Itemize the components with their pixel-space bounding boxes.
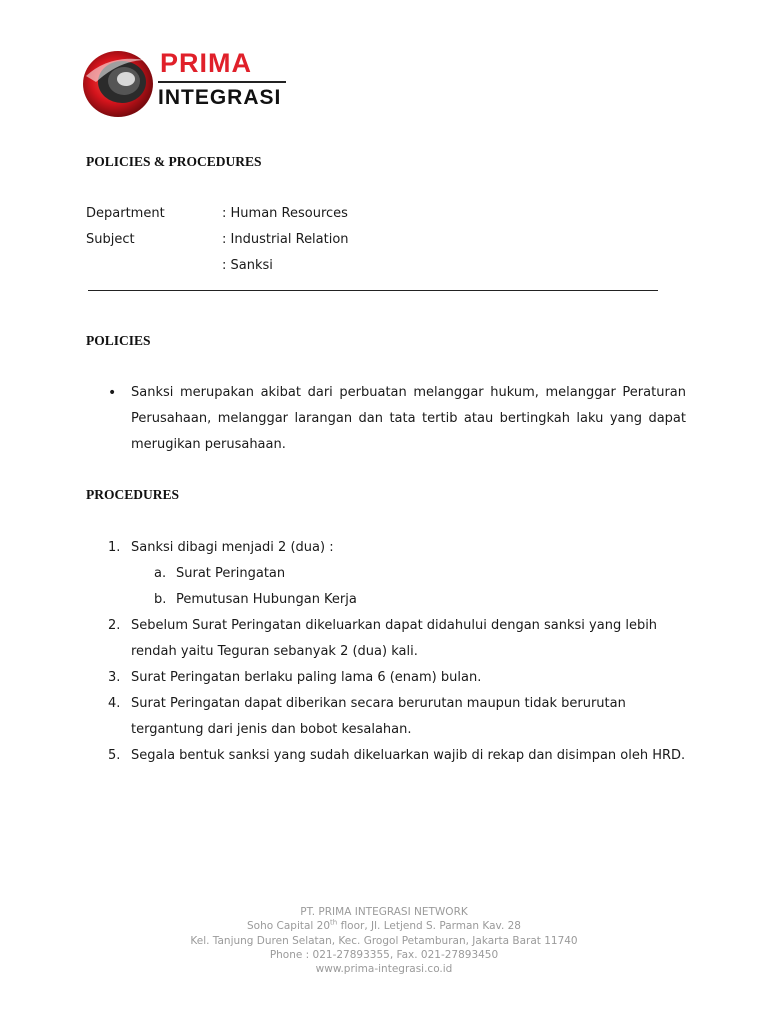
footer-company: PT. PRIMA INTEGRASI NETWORK bbox=[300, 906, 468, 918]
policy-item bbox=[108, 380, 686, 458]
logo-divider bbox=[158, 81, 286, 83]
sub-list-item bbox=[108, 587, 688, 613]
policy-text: Sanksi merupakan akibat dari perbuatan melanggar hukum, melanggar Peraturan Perusahaan, melanggar larangan dan tata tertib atau bertingkah laku yang dapat merugikan perusahaan. bbox=[131, 385, 686, 452]
list-item bbox=[108, 691, 688, 743]
footer-address-line2: Kel. Tanjung Duren Selatan, Kec. Grogol Petamburan, Jakarta Barat 11740 bbox=[190, 934, 578, 947]
list-text: Sebelum Surat Peringatan dikeluarkan dapat didahului dengan sanksi yang lebih rendah yaitu Teguran sebanyak 2 (dua) kali. bbox=[131, 618, 658, 659]
subject-value: : Industrial Relation bbox=[222, 232, 349, 247]
sub-list-text: Surat Peringatan bbox=[176, 566, 286, 581]
sub-list-item bbox=[108, 561, 688, 587]
policies-heading: POLICIES bbox=[86, 333, 151, 348]
header-divider bbox=[88, 290, 658, 291]
list-item bbox=[108, 535, 688, 561]
list-number: 3. bbox=[108, 670, 121, 685]
procedures-list bbox=[108, 535, 688, 769]
footer-website: www.prima-integrasi.co.id bbox=[315, 963, 453, 976]
bullet-icon: • bbox=[108, 385, 117, 401]
document-title: POLICIES & PROCEDURES bbox=[86, 154, 262, 169]
list-number: 1. bbox=[108, 540, 121, 555]
logo-text-prima: PRIMA bbox=[160, 48, 252, 78]
list-item bbox=[108, 613, 688, 665]
logo-text-integrasi: INTEGRASI bbox=[158, 86, 282, 109]
list-text: Sanksi dibagi menjadi 2 (dua) : bbox=[131, 540, 334, 555]
footer-address-part: floor, Jl. Letjend S. Parman Kav. 28 bbox=[337, 920, 521, 933]
department-value: : Human Resources bbox=[222, 206, 348, 221]
page-footer bbox=[0, 905, 768, 976]
company-logo bbox=[80, 44, 295, 120]
list-item bbox=[108, 665, 688, 691]
footer-phone: Phone : 021-27893355, Fax. 021-27893450 bbox=[269, 948, 499, 961]
footer-address-sup: th bbox=[330, 918, 338, 927]
procedures-heading: PROCEDURES bbox=[86, 487, 180, 502]
footer-address-part: Soho Capital 20 bbox=[247, 920, 331, 933]
list-number: 4. bbox=[108, 696, 121, 711]
subject-value-secondary: : Sanksi bbox=[222, 258, 273, 273]
logo-swoosh-icon bbox=[80, 46, 160, 120]
list-item bbox=[108, 743, 688, 769]
list-text: Surat Peringatan berlaku paling lama 6 (enam) bulan. bbox=[131, 670, 482, 685]
footer-address-line1 bbox=[0, 919, 768, 933]
list-number: 2. bbox=[108, 618, 121, 633]
list-number: 5. bbox=[108, 748, 121, 763]
subject-label: Subject bbox=[86, 232, 135, 247]
sub-list-letter: a. bbox=[154, 566, 167, 581]
sub-list-letter: b. bbox=[154, 592, 167, 607]
list-text: Surat Peringatan dapat diberikan secara berurutan maupun tidak berurutan tergantung dari jenis dan bobot kesalahan. bbox=[131, 696, 626, 737]
list-text: Segala bentuk sanksi yang sudah dikeluarkan wajib di rekap dan disimpan oleh HRD. bbox=[131, 748, 686, 763]
sub-list-text: Pemutusan Hubungan Kerja bbox=[176, 592, 357, 607]
department-label: Department bbox=[86, 206, 165, 221]
